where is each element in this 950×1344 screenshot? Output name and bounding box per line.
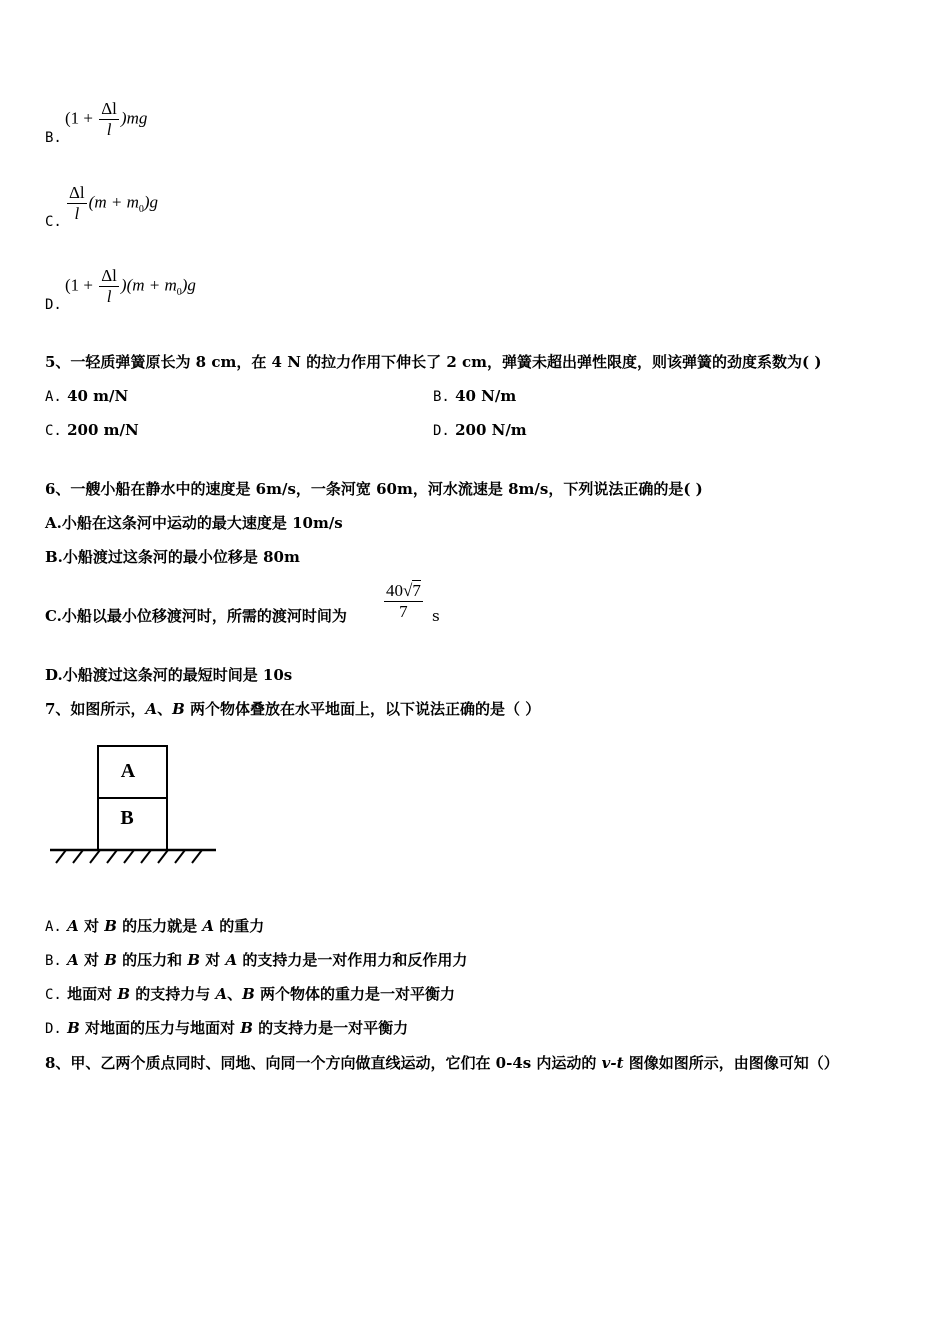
option-label: A. xyxy=(45,919,62,935)
ground-hatching xyxy=(56,850,202,863)
stacked-blocks-figure xyxy=(48,742,218,868)
text: 的支持力与 xyxy=(130,985,216,1003)
var: A xyxy=(67,917,79,935)
option-label: D. xyxy=(45,297,62,313)
block-a-label: A xyxy=(120,760,136,782)
formula-tail: )g xyxy=(181,275,196,295)
var: B xyxy=(117,985,130,1003)
text: 对 xyxy=(78,917,105,935)
block-b-label: B xyxy=(120,807,134,829)
fraction xyxy=(384,582,423,621)
numerator: Δl xyxy=(69,183,85,202)
denominator: l xyxy=(106,287,112,306)
text: 地面对 xyxy=(61,985,118,1003)
option-text: 200 N/m xyxy=(449,421,527,439)
question-7-option-c xyxy=(45,985,455,1004)
question-5-stem: 5、一轻质弹簧原长为 8 cm，在 4 N 的拉力作用下伸长了 2 cm，弹簧未超出弹性限度，则该弹簧的劲度系数为( ) xyxy=(45,353,822,371)
stem-text: 图像如图所示，由图像可知（） xyxy=(623,1054,839,1072)
question-5-option-a xyxy=(45,387,128,406)
subscript: 0 xyxy=(138,203,144,215)
formula xyxy=(65,267,196,306)
option-label: B. xyxy=(45,130,62,146)
var-a: A xyxy=(145,700,158,718)
question-5-option-d xyxy=(433,421,527,440)
question-7-option-d xyxy=(45,1019,408,1038)
formula-pre: (1 + xyxy=(65,275,98,295)
fraction xyxy=(67,184,87,223)
question-5-option-c xyxy=(45,421,139,440)
text: 对地面的压力与地面对 xyxy=(79,1019,241,1037)
var: A xyxy=(225,951,238,969)
denominator: l xyxy=(74,204,80,223)
option-label: A. xyxy=(45,389,62,405)
var-vt: v-t xyxy=(601,1054,624,1072)
question-6-stem: 6、一艘小船在静水中的速度是 6m/s，一条河宽 60m，河水流速是 8m/s，下列说法正确的是( ) xyxy=(45,480,703,498)
text: 的重力 xyxy=(213,917,265,935)
formula-post: )mg xyxy=(120,108,148,128)
numerator: Δl xyxy=(101,266,117,285)
numerator: Δl xyxy=(101,99,117,118)
formula-pre: (1 + xyxy=(65,108,98,128)
var-b: B xyxy=(172,700,185,718)
var: B xyxy=(104,951,117,969)
subscript: 0 xyxy=(176,286,182,298)
text: 、 xyxy=(227,985,243,1003)
question-8-stem xyxy=(45,1054,839,1072)
text: 对 xyxy=(78,951,105,969)
question-6-option-a: A.小船在这条河中运动的最大速度是 10m/s xyxy=(45,514,343,532)
option-label: B. xyxy=(45,953,62,969)
option-label: C. xyxy=(45,423,62,439)
numerator xyxy=(384,582,423,602)
var: A xyxy=(215,985,228,1003)
text: 的压力就是 xyxy=(116,917,203,935)
question-7-stem xyxy=(45,700,540,718)
stem-text: 、 xyxy=(157,700,173,718)
option-text: C.小船以最小位移渡河时，所需的渡河时间为 xyxy=(45,607,347,625)
formula xyxy=(65,100,147,139)
question-7-option-b xyxy=(45,951,467,970)
text: 的支持力是一对平衡力 xyxy=(252,1019,409,1037)
question-6-option-b: B.小船渡过这条河的最小位移是 80m xyxy=(45,548,300,566)
option-label: C. xyxy=(45,987,62,1003)
var: B xyxy=(104,917,117,935)
var: B xyxy=(67,1019,80,1037)
text: 对 xyxy=(200,951,226,969)
option-label: D. xyxy=(45,1021,62,1037)
unit: s xyxy=(432,607,440,625)
option-label: C. xyxy=(45,214,62,230)
stem-text: 两个物体叠放在水平地面上，以下说法正确的是（ ） xyxy=(184,700,541,718)
option-text: 40 N/m xyxy=(449,387,517,405)
option-label: D. xyxy=(433,423,450,439)
fraction xyxy=(99,267,119,306)
radical-icon: √ xyxy=(403,581,413,600)
var: A xyxy=(67,951,79,969)
radicand: 7 xyxy=(412,581,421,600)
denominator: l xyxy=(106,120,112,139)
stem-text: 7、如图所示， xyxy=(45,700,146,718)
stem-text: 8、甲、乙两个质点同时、同地、向同一个方向做直线运动，它们在 0-4s 内运动的 xyxy=(45,1054,602,1072)
option-text: 200 m/N xyxy=(61,421,139,439)
question-7-option-a xyxy=(45,917,264,936)
question-5-option-b xyxy=(433,387,516,406)
formula-post: )(m + m xyxy=(120,275,177,295)
var: B xyxy=(240,1019,253,1037)
time-fraction xyxy=(382,582,425,621)
option-text: 40 m/N xyxy=(61,387,129,405)
var: B xyxy=(187,951,201,969)
text: 的支持力是一对作用力和反作用力 xyxy=(237,951,468,969)
question-6-option-d: D.小船渡过这条河的最短时间是 10s xyxy=(45,666,293,684)
text: 的压力和 xyxy=(116,951,188,969)
fraction xyxy=(99,100,119,139)
var: A xyxy=(202,917,214,935)
option-label: B. xyxy=(433,389,450,405)
formula xyxy=(65,184,158,223)
var: B xyxy=(242,985,255,1003)
formula-post: (m + m xyxy=(88,192,139,212)
formula-tail: )g xyxy=(143,192,159,212)
coefficient: 40 xyxy=(386,581,403,600)
text: 两个物体的重力是一对平衡力 xyxy=(254,985,456,1003)
denominator: 7 xyxy=(399,602,408,621)
